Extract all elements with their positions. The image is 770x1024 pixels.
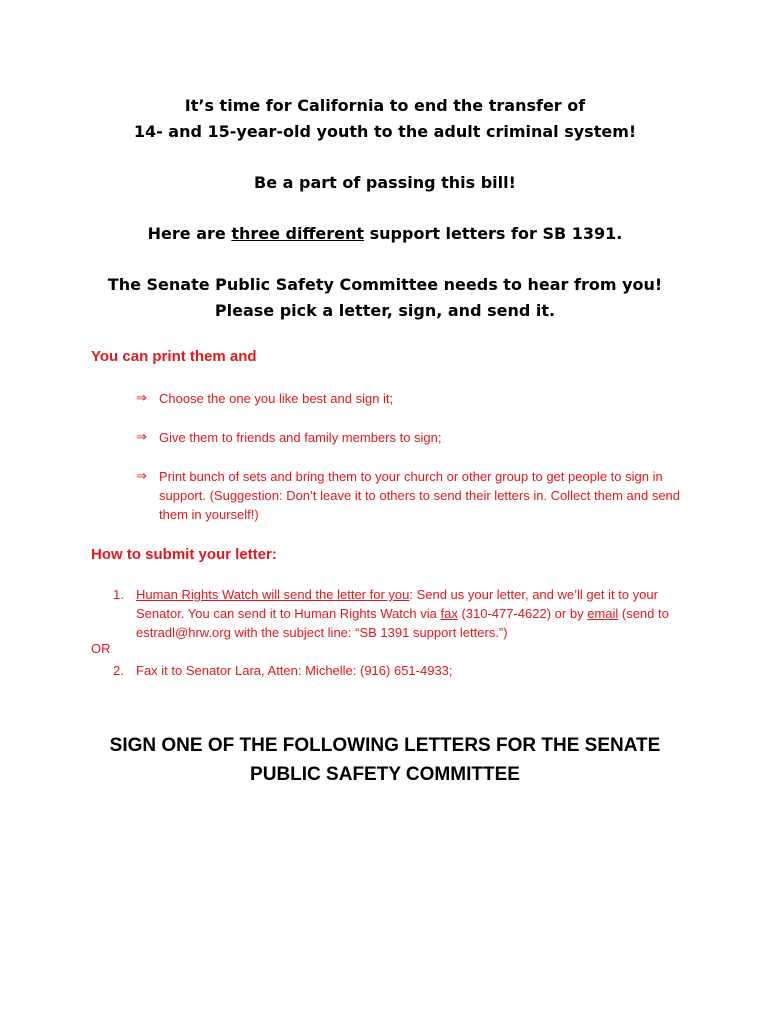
page-title bbox=[0, 93, 770, 145]
item-text: : Send us your letter, and we’ll get it to your Senator. You can send it to Human Rights Watch via bbox=[136, 587, 658, 621]
item-text: (send to estradl@hrw.org with the subject line: “SB 1391 support letters.”) bbox=[136, 606, 669, 640]
call-to-action-text: Be a part of passing this bill! bbox=[254, 173, 516, 192]
print-section-heading: You can print them and bbox=[91, 348, 257, 365]
arrow-icon: ⇒ bbox=[136, 391, 147, 406]
item-number: 1. bbox=[113, 587, 124, 602]
letters-line bbox=[0, 221, 770, 247]
committee-message bbox=[0, 272, 770, 324]
arrow-icon: ⇒ bbox=[136, 430, 147, 445]
letters-post-text: support letters for SB 1391. bbox=[364, 224, 623, 243]
list-item-text: Give them to friends and family members to sign; bbox=[159, 430, 442, 445]
closing-line-1: SIGN ONE OF THE FOLLOWING LETTERS FOR THE SENATE bbox=[109, 735, 661, 756]
submit-section-heading: How to submit your letter: bbox=[91, 546, 277, 563]
closing-heading bbox=[0, 731, 770, 789]
item-text: Fax it to Senator Lara, Atten: Michelle: (916) 651-4933; bbox=[136, 663, 453, 678]
numbered-item-1 bbox=[113, 585, 683, 642]
letters-pre-text: Here are bbox=[147, 224, 232, 243]
list-item bbox=[136, 467, 681, 524]
item-number: 2. bbox=[113, 663, 124, 678]
list-item bbox=[136, 428, 696, 447]
closing-line-2: PUBLIC SAFETY COMMITTEE bbox=[250, 764, 520, 785]
numbered-item-2 bbox=[113, 661, 693, 680]
or-separator: OR bbox=[91, 641, 111, 656]
item-text: (310-477-4622) or by bbox=[457, 606, 588, 621]
title-line-1: It’s time for California to end the transfer of bbox=[184, 96, 586, 115]
hrw-send-link[interactable]: Human Rights Watch will send the letter for you bbox=[136, 587, 410, 602]
three-different-emphasis: three different bbox=[231, 224, 365, 243]
arrow-icon: ⇒ bbox=[136, 469, 147, 484]
list-item-text: Print bunch of sets and bring them to your church or other group to get people to sign in support. (Suggestion: Don’t leave it to others to send their letters in. Collect them and send them in yourself!) bbox=[159, 469, 681, 522]
list-item-text: Choose the one you like best and sign it; bbox=[159, 391, 394, 406]
title-line-2: 14- and 15-year-old youth to the adult criminal system! bbox=[133, 122, 637, 141]
fax-link[interactable]: fax bbox=[440, 606, 458, 621]
committee-line-1: The Senate Public Safety Committee needs to hear from you! bbox=[107, 275, 663, 294]
call-to-action bbox=[0, 170, 770, 196]
email-link[interactable]: email bbox=[587, 606, 619, 621]
committee-line-2: Please pick a letter, sign, and send it. bbox=[214, 301, 556, 320]
list-item bbox=[136, 389, 696, 408]
